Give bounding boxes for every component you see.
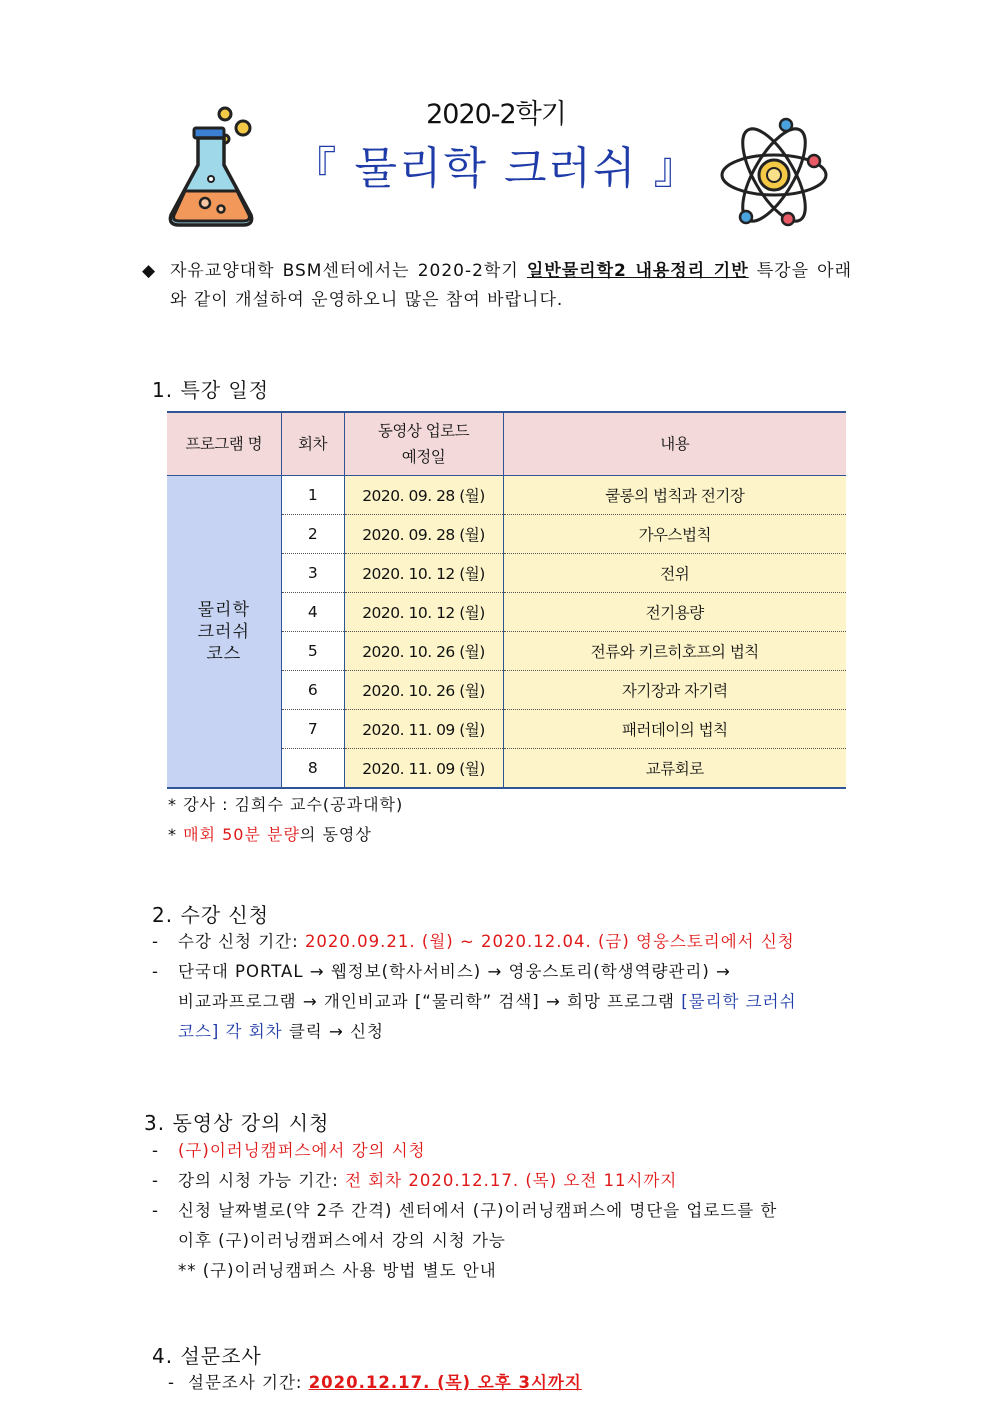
upload-date: 2020. 09. 28 (월) xyxy=(344,476,503,515)
page-title: 『 물리학 크러쉬 』 xyxy=(292,143,700,194)
section2-heading: 2. 수강 신청 xyxy=(152,903,270,927)
header-date: 동영상 업로드 예정일 xyxy=(344,412,503,476)
section3-heading: 3. 동영상 강의 시청 xyxy=(144,1111,330,1135)
lecture-content: 전위 xyxy=(503,554,846,593)
header-session: 회차 xyxy=(281,412,344,476)
upload-date: 2020. 10. 26 (월) xyxy=(344,632,503,671)
intro-highlight: 일반물리학2 내용정리 기반 xyxy=(526,261,749,281)
header-program: 프로그램 명 xyxy=(167,412,281,476)
upload-date: 2020. 10. 12 (월) xyxy=(344,593,503,632)
upload-date: 2020. 10. 26 (월) xyxy=(344,671,503,710)
schedule-table xyxy=(167,411,846,789)
lecture-content: 가우스법칙 xyxy=(503,515,846,554)
survey-deadline: 2020.12.17. (목) 오후 3시까지 xyxy=(308,1373,582,1392)
lecture-content: 자기장과 자기력 xyxy=(503,671,846,710)
lecture-content: 전기용량 xyxy=(503,593,846,632)
upload-date: 2020. 11. 09 (월) xyxy=(344,749,503,789)
table-row xyxy=(167,476,846,515)
diamond-bullet-icon: ◆ xyxy=(142,261,157,281)
intro-text: 자유교양대학 BSM센터에서는 2020-2학기 xyxy=(170,261,527,281)
upload-date: 2020. 10. 12 (월) xyxy=(344,554,503,593)
viewing-info: - (구)이러닝캠퍼스에서 강의 시청 - 강의 시청 가능 기간: 전 회차 2020.12.17. (목) 오전 11시까지 - 신청 날짜별로(약 2주 간격) 센터에서 (구)이러닝캠퍼스에 명단을 업로드를 한 이후 (구)이러닝캠퍼스에서 강의 시청 가능 ** (구)이러닝캠퍼스 사용 방법 별도 안내 xyxy=(152,1141,778,1280)
session-no: 1 xyxy=(281,476,344,515)
lecture-content: 교류회로 xyxy=(503,749,846,789)
session-no: 3 xyxy=(281,554,344,593)
session-no: 8 xyxy=(281,749,344,789)
header-content: 내용 xyxy=(503,412,846,476)
session-no: 4 xyxy=(281,593,344,632)
instructor-note: * 강사 : 김희수 교수(공과대학) xyxy=(168,795,404,814)
semester-label: 2020-2학기 xyxy=(426,99,566,130)
enroll-period-line: - 수강 신청 기간: 2020.09.21. (월) ~ 2020.12.04. (금) 영웅스토리에서 신청 xyxy=(152,932,795,951)
section1-heading: 1. 특강 일정 xyxy=(152,378,270,402)
intro-paragraph xyxy=(142,257,852,315)
session-no: 2 xyxy=(281,515,344,554)
lecture-content: 패러데이의 법칙 xyxy=(503,710,846,749)
lecture-content: 쿨롱의 법칙과 전기장 xyxy=(503,476,846,515)
lecture-content: 전류와 키르히호프의 법칙 xyxy=(503,632,846,671)
upload-date: 2020. 09. 28 (월) xyxy=(344,515,503,554)
session-no: 6 xyxy=(281,671,344,710)
session-no: 5 xyxy=(281,632,344,671)
section4-heading: 4. 설문조사 xyxy=(152,1344,262,1368)
program-name-cell: 물리학 크러쉬 코스 xyxy=(167,476,281,789)
table-header-row xyxy=(167,412,846,476)
session-no: 7 xyxy=(281,710,344,749)
enroll-steps: - 단국대 PORTAL → 웹정보(학사서비스) → 영웅스토리(학생역량관리) → 비교과프로그램 → 개인비교과 [“물리학” 검색] → 희망 프로그램 [물리학 크러쉬 코스] 각 회차 클릭 → 신청 xyxy=(152,962,797,1041)
survey-period-line: - 설문조사 기간: 2020.12.17. (목) 오후 3시까지 xyxy=(168,1373,582,1392)
intro-text-end: 특강을 아래와 같이 개설하여 운영하오니 많은 참여 바랍니다. xyxy=(170,261,852,310)
duration-note: * 매회 50분 분량의 동영상 xyxy=(168,825,372,844)
upload-date: 2020. 11. 09 (월) xyxy=(344,710,503,749)
